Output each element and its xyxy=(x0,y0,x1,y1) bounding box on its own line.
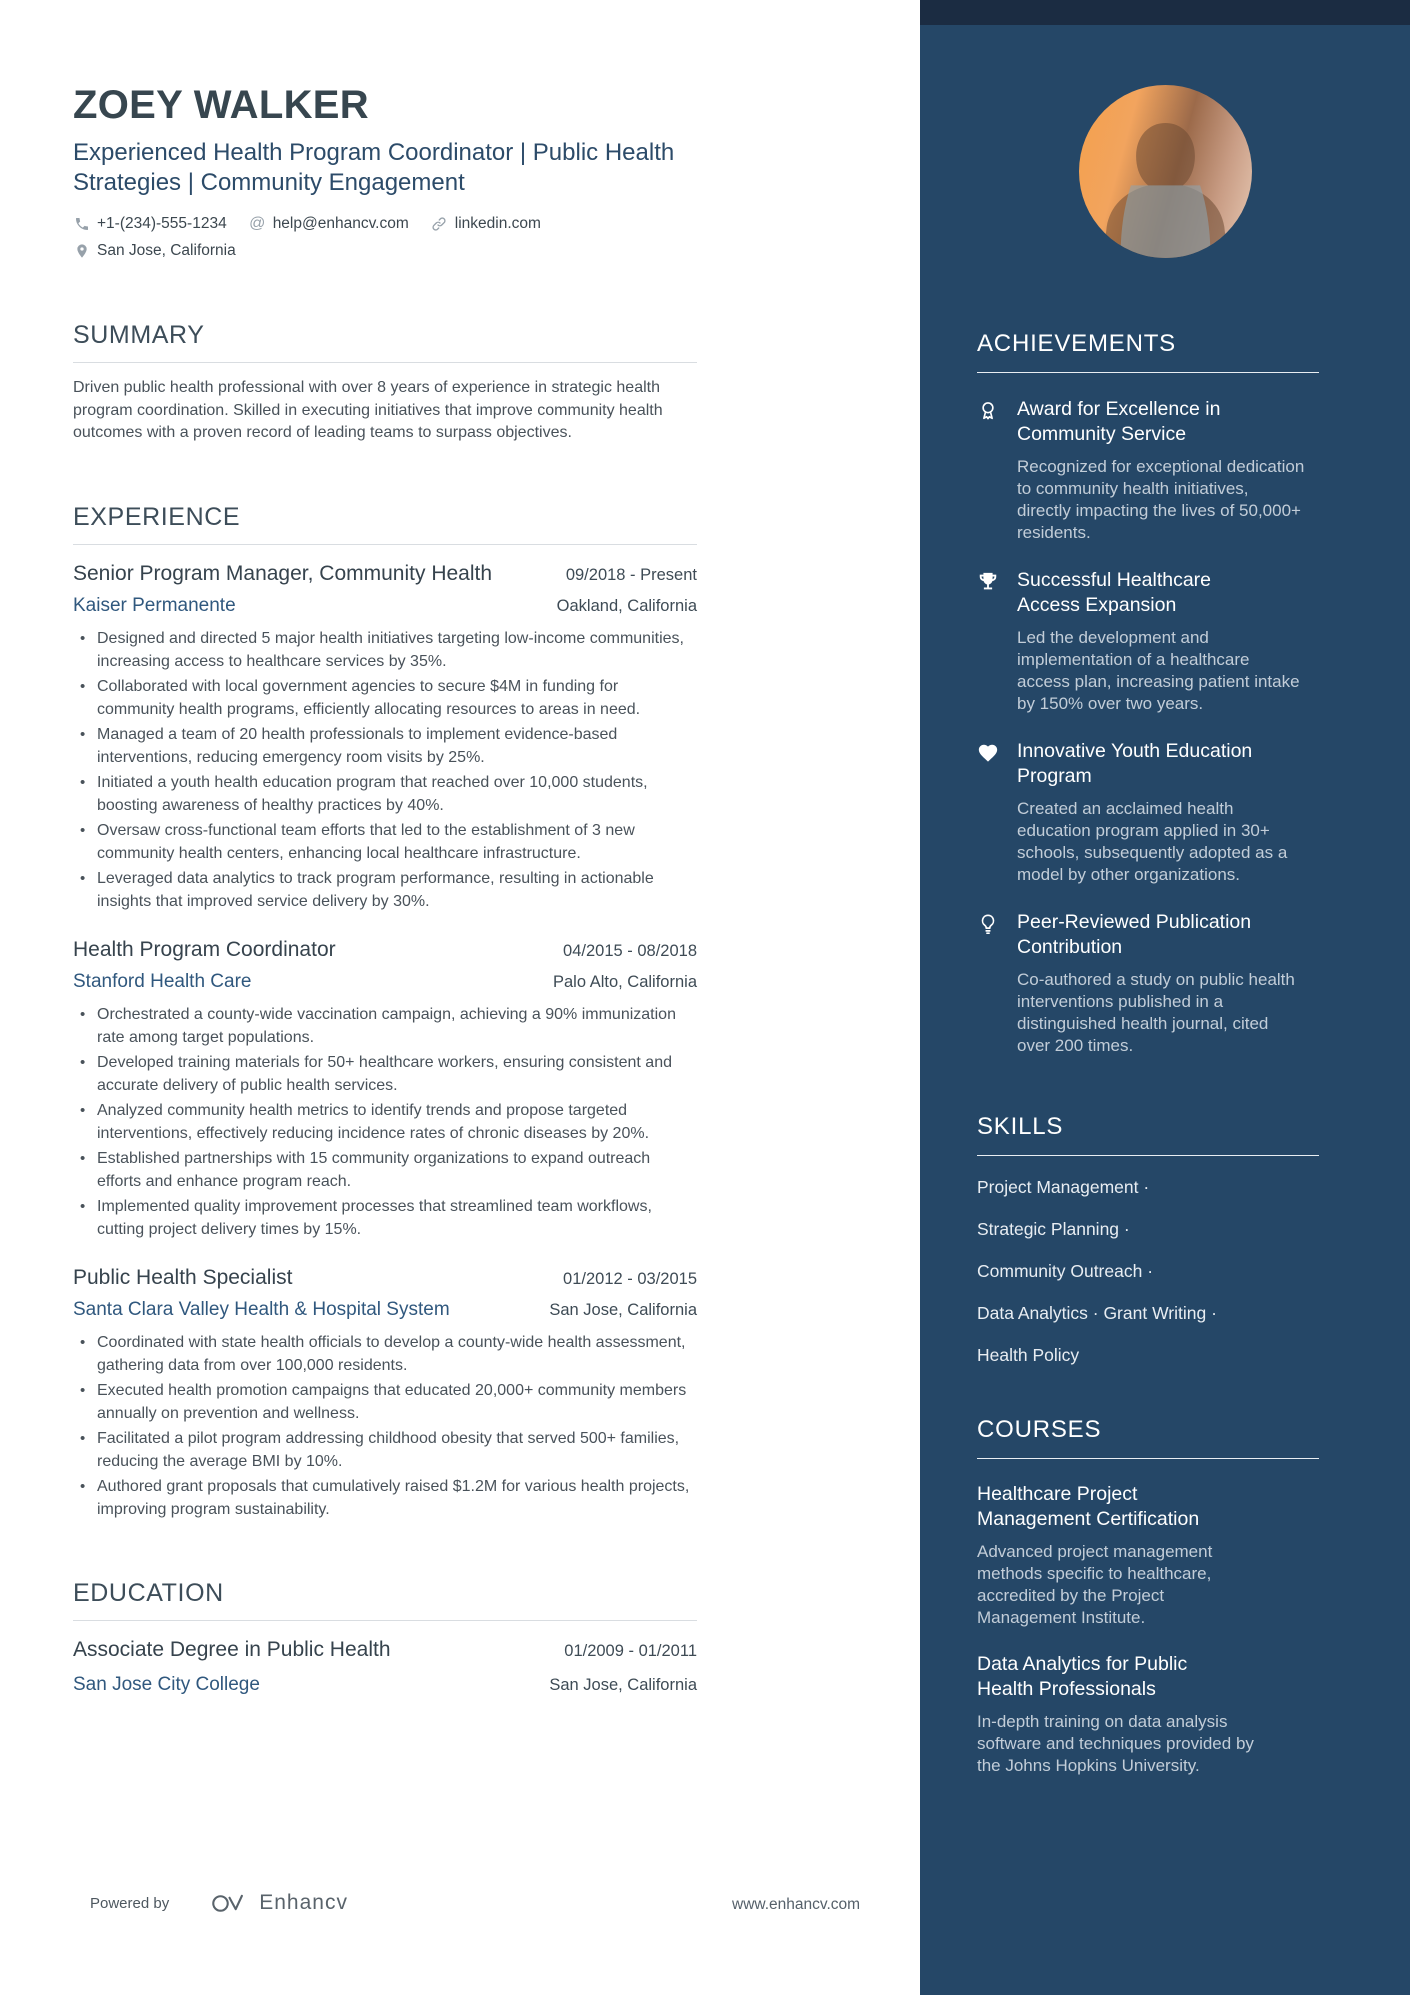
achievements-section xyxy=(977,330,1375,1057)
achievement-title: Peer-Reviewed Publication Contribution xyxy=(1017,911,1252,958)
bullet-item: • Implemented quality improvement processes that streamlined team workflows, cutting project delivery times by 15%. xyxy=(73,1195,697,1241)
main-column xyxy=(73,0,697,1697)
education-dates: 01/2009 - 01/2011 xyxy=(564,1641,697,1660)
achievement-item xyxy=(977,397,1375,544)
contact-phone-text: +1-(234)-555-1234 xyxy=(97,215,227,232)
bullet-item: • Managed a team of 20 health professionals to implement evidence-based interventions, reducing emergency room visits by 25%. xyxy=(73,723,697,769)
contact-location xyxy=(73,238,236,263)
achievements-heading: ACHIEVEMENTS xyxy=(977,330,1319,373)
achievement-text: Recognized for exceptional dedication to community health initiatives, directly impacting the lives of 50,000+ residents. xyxy=(1017,457,1305,542)
skill-item: Data Analytics · Grant Writing · xyxy=(977,1303,1217,1323)
enhancv-logo[interactable] xyxy=(211,1890,348,1916)
enhancv-logo-icon xyxy=(211,1890,249,1916)
education-school: San Jose City College xyxy=(73,1673,260,1695)
bullet-item: • Designed and directed 5 major health initiatives targeting low-income communities, increasing access to healthcare services by 35%. xyxy=(73,627,697,673)
education-location: San Jose, California xyxy=(549,1675,697,1694)
achievement-item xyxy=(977,739,1375,886)
medal-icon xyxy=(977,397,1017,544)
job-location: Palo Alto, California xyxy=(553,972,697,991)
bullet-item: • Oversaw cross-functional team efforts that led to the establishment of 3 new community health centers, enhancing local healthcare infrastructure. xyxy=(73,819,697,865)
achievement-item xyxy=(977,568,1375,715)
course-title: Healthcare Project Management Certification xyxy=(977,1483,1200,1530)
bullet-item: • Analyzed community health metrics to identify trends and propose targeted interventions, effectively reducing incidence rates of chronic diseases by 20%. xyxy=(73,1099,697,1145)
skills-section xyxy=(977,1113,1375,1366)
job-dates: 01/2012 - 03/2015 xyxy=(563,1269,697,1288)
summary-section xyxy=(73,321,697,445)
courses-section xyxy=(977,1416,1375,1777)
sidebar-content xyxy=(920,330,1410,1777)
achievement-title: Successful Healthcare Access Expansion xyxy=(1017,569,1212,616)
trophy-icon xyxy=(977,568,1017,715)
job-title: Public Health Specialist xyxy=(73,1265,293,1289)
course-item xyxy=(977,1482,1375,1629)
job-bullets xyxy=(73,1331,697,1521)
job-dates: 04/2015 - 08/2018 xyxy=(563,941,697,960)
contact-phone[interactable] xyxy=(73,211,227,236)
course-title: Data Analytics for Public Health Professionals xyxy=(977,1653,1188,1700)
contact-link[interactable] xyxy=(431,211,541,236)
location-icon xyxy=(73,242,90,259)
bullet-item: • Developed training materials for 50+ healthcare workers, ensuring consistent and accurate delivery of public health services. xyxy=(73,1051,697,1097)
education-entry xyxy=(73,1637,697,1697)
achievement-text: Co-authored a study on public health interventions published in a distinguished health journal, cited over 200 times. xyxy=(1017,970,1295,1055)
candidate-name: ZOEY WALKER xyxy=(73,83,369,127)
summary-heading: SUMMARY xyxy=(73,321,697,363)
bullet-item: • Authored grant proposals that cumulatively raised $1.2M for various health projects, improving program sustainability. xyxy=(73,1475,697,1521)
bullet-item: • Orchestrated a county-wide vaccination campaign, achieving a 90% immunization rate among target populations. xyxy=(73,1003,697,1049)
lightbulb-icon xyxy=(977,910,1017,1057)
course-text: Advanced project management methods specific to healthcare, accredited by the Project Management Institute. xyxy=(977,1542,1213,1627)
bullet-item: • Initiated a youth health education program that reached over 10,000 students, boosting awareness of healthy practices by 40%. xyxy=(73,771,697,817)
job-dates: 09/2018 - Present xyxy=(565,565,697,584)
brand-name: Enhancv xyxy=(259,1891,348,1914)
course-item xyxy=(977,1652,1375,1777)
job-bullets xyxy=(73,1003,697,1241)
contact-row xyxy=(73,211,697,263)
skills-heading: SKILLS xyxy=(977,1113,1319,1156)
skill-item: Project Management · xyxy=(977,1177,1150,1197)
job-company: Kaiser Permanente xyxy=(73,594,236,616)
courses-heading: COURSES xyxy=(977,1416,1319,1459)
bullet-item: • Executed health promotion campaigns that educated 20,000+ community members annually on prevention and wellness. xyxy=(73,1379,697,1425)
footer xyxy=(90,1890,348,1916)
bullet-item: • Coordinated with state health officials to develop a county-wide health assessment, gathering data from over 100,000 residents. xyxy=(73,1331,697,1377)
sidebar xyxy=(920,0,1410,1995)
achievement-text: Created an acclaimed health education program applied in 30+ schools, subsequently adopted as a model by other organizations. xyxy=(1017,799,1288,884)
job-entry xyxy=(73,1265,697,1521)
at-icon: @ xyxy=(249,215,266,232)
contact-email[interactable] xyxy=(249,211,409,236)
skill-item: Community Outreach · xyxy=(977,1261,1154,1281)
contact-email-text: help@enhancv.com xyxy=(272,215,409,232)
candidate-headline: Experienced Health Program Coordinator | Public Health Strategies | Community Engagement xyxy=(73,139,675,196)
footer-website[interactable]: www.enhancv.com xyxy=(732,1896,861,1913)
achievement-title: Innovative Youth Education Program xyxy=(1017,740,1253,787)
heart-icon xyxy=(977,739,1017,886)
job-entry xyxy=(73,561,697,913)
skill-item: Health Policy xyxy=(977,1345,1080,1365)
contact-link-text: linkedin.com xyxy=(454,215,541,232)
achievement-title: Award for Excellence in Community Service xyxy=(1017,398,1221,445)
experience-section xyxy=(73,503,697,1521)
job-entry xyxy=(73,937,697,1241)
bullet-item: • Established partnerships with 15 community organizations to expand outreach efforts and enhance program reach. xyxy=(73,1147,697,1193)
bullet-item: • Facilitated a pilot program addressing childhood obesity that served 500+ families, reducing the average BMI by 10%. xyxy=(73,1427,697,1473)
job-location: San Jose, California xyxy=(549,1300,697,1319)
contact-location-text: San Jose, California xyxy=(97,242,236,259)
education-section xyxy=(73,1579,697,1697)
course-text: In-depth training on data analysis software and techniques provided by the Johns Hopkins University. xyxy=(977,1712,1254,1775)
experience-heading: EXPERIENCE xyxy=(73,503,697,545)
job-company: Santa Clara Valley Health & Hospital System xyxy=(73,1298,450,1320)
skill-item: Strategic Planning · xyxy=(977,1219,1130,1239)
job-bullets xyxy=(73,627,697,913)
achievement-item xyxy=(977,910,1375,1057)
education-heading: EDUCATION xyxy=(73,1579,697,1621)
bullet-item: • Collaborated with local government agencies to secure $4M in funding for community health programs, efficiently allocating resources to areas in need. xyxy=(73,675,697,721)
job-location: Oakland, California xyxy=(556,596,697,615)
achievement-text: Led the development and implementation of a healthcare access plan, increasing patient intake by 150% over two years. xyxy=(1017,628,1300,713)
link-icon xyxy=(431,215,448,232)
job-company: Stanford Health Care xyxy=(73,970,252,992)
powered-by-label: Powered by xyxy=(90,1894,170,1912)
phone-icon xyxy=(73,215,90,232)
job-title: Health Program Coordinator xyxy=(73,937,336,961)
person-silhouette xyxy=(1079,85,1252,258)
profile-photo xyxy=(1079,85,1252,258)
summary-text: Driven public health professional with over 8 years of experience in strategic health program coordination. Skilled in executing initiatives that improve community health outcomes with a proven record of leading teams to surpass objectives. xyxy=(73,379,663,441)
education-degree: Associate Degree in Public Health xyxy=(73,1637,391,1661)
bullet-item: • Leveraged data analytics to track program performance, resulting in actionable insights that improved service delivery by 30%. xyxy=(73,867,697,913)
job-title: Senior Program Manager, Community Health xyxy=(73,561,493,585)
sidebar-top-strip xyxy=(920,0,1410,25)
